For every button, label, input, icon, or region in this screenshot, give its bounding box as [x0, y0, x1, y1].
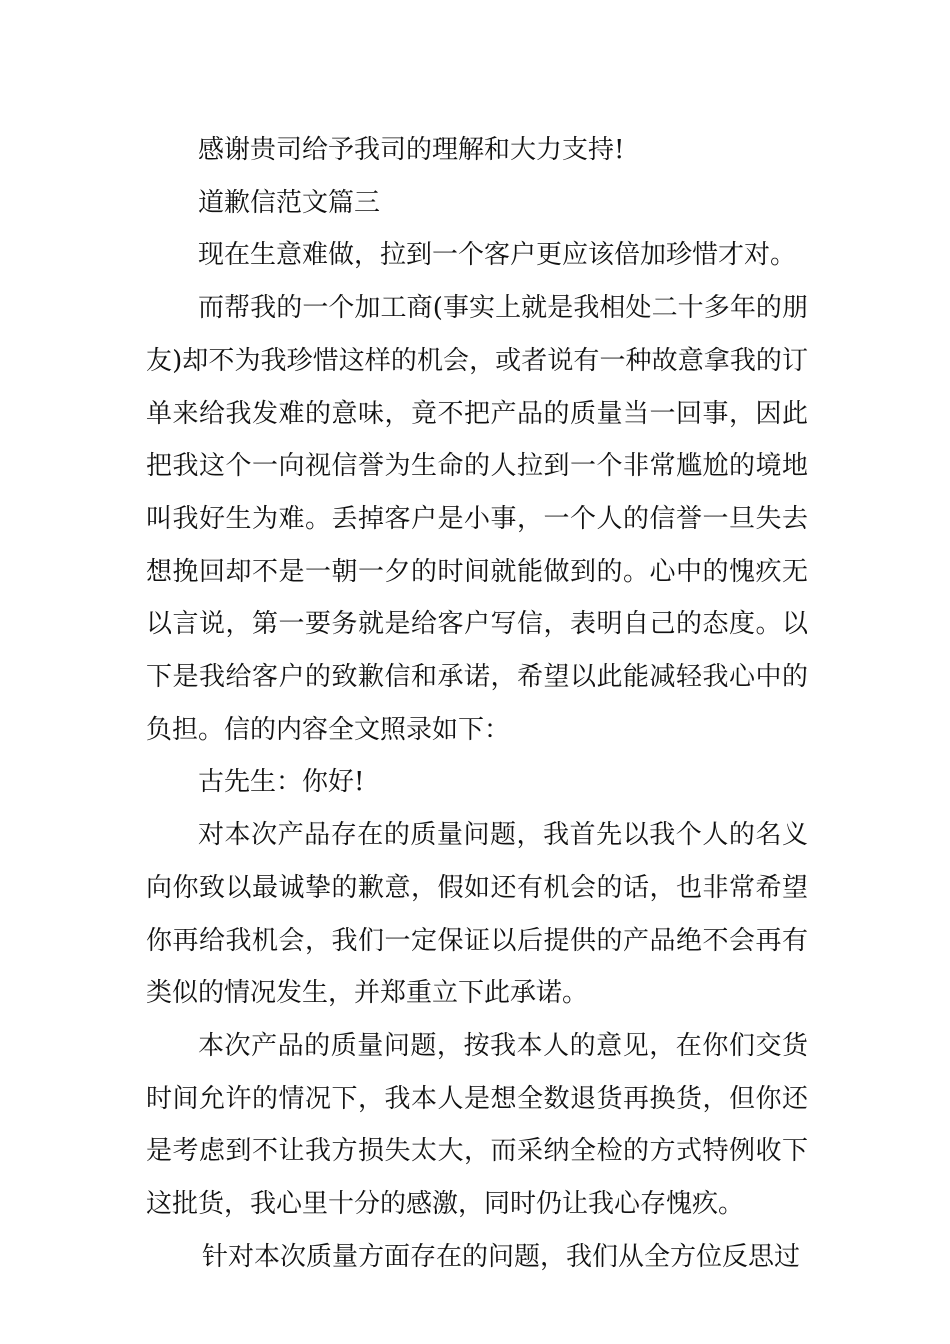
- document-body: [146, 124, 808, 1283]
- paragraph-reflection: 针对本次质量方面存在的问题，我们从全方位反思过: [202, 1241, 801, 1272]
- paragraph-quality-issue: 本次产品的质量问题，按我本人的意见，在你们交货时间允许的情况下，我本人是想全数退货再换货，但你还是考虑到不让我方损失太大，而采纳全检的方式特例收下这批货，我心里十分的感激，同时仍让我心存愧疚。: [146, 1030, 808, 1220]
- letter-salutation: 古先生：你好!: [198, 767, 365, 798]
- section-heading: 道歉信范文篇三: [198, 187, 381, 218]
- paragraph-intro: 现在生意难做，拉到一个客户更应该倍加珍惜才对。: [198, 240, 797, 271]
- paragraph-apology: 对本次产品存在的质量问题，我首先以我个人的名义向你致以最诚挚的歉意，假如还有机会的话，也非常希望你再给我机会，我们一定保证以后提供的产品绝不会再有类似的情况发生，并郑重立下此承诺。: [146, 820, 808, 1009]
- paragraph-thanks: 感谢贵司给予我司的理解和大力支持!: [198, 135, 625, 165]
- paragraph-background: 而帮我的一个加工商(事实上就是我相处二十多年的朋友)却不为我珍惜这样的机会，或者说有一种故意拿我的订单来给我发难的意味，竟不把产品的质量当一回事，因此把我这个一向视信誉为生命的人拉到一个非常尴尬的境地叫我好生为难。丢掉客户是小事，一个人的信誉一旦失去想挽回却不是一朝一夕的时间就能做到的。心中的愧疚无以言说，第一要务就是给客户写信，表明自己的态度。以下是我给客户的致歉信和承诺，希望以此能减轻我心中的负担。信的内容全文照录如下：: [146, 293, 808, 745]
